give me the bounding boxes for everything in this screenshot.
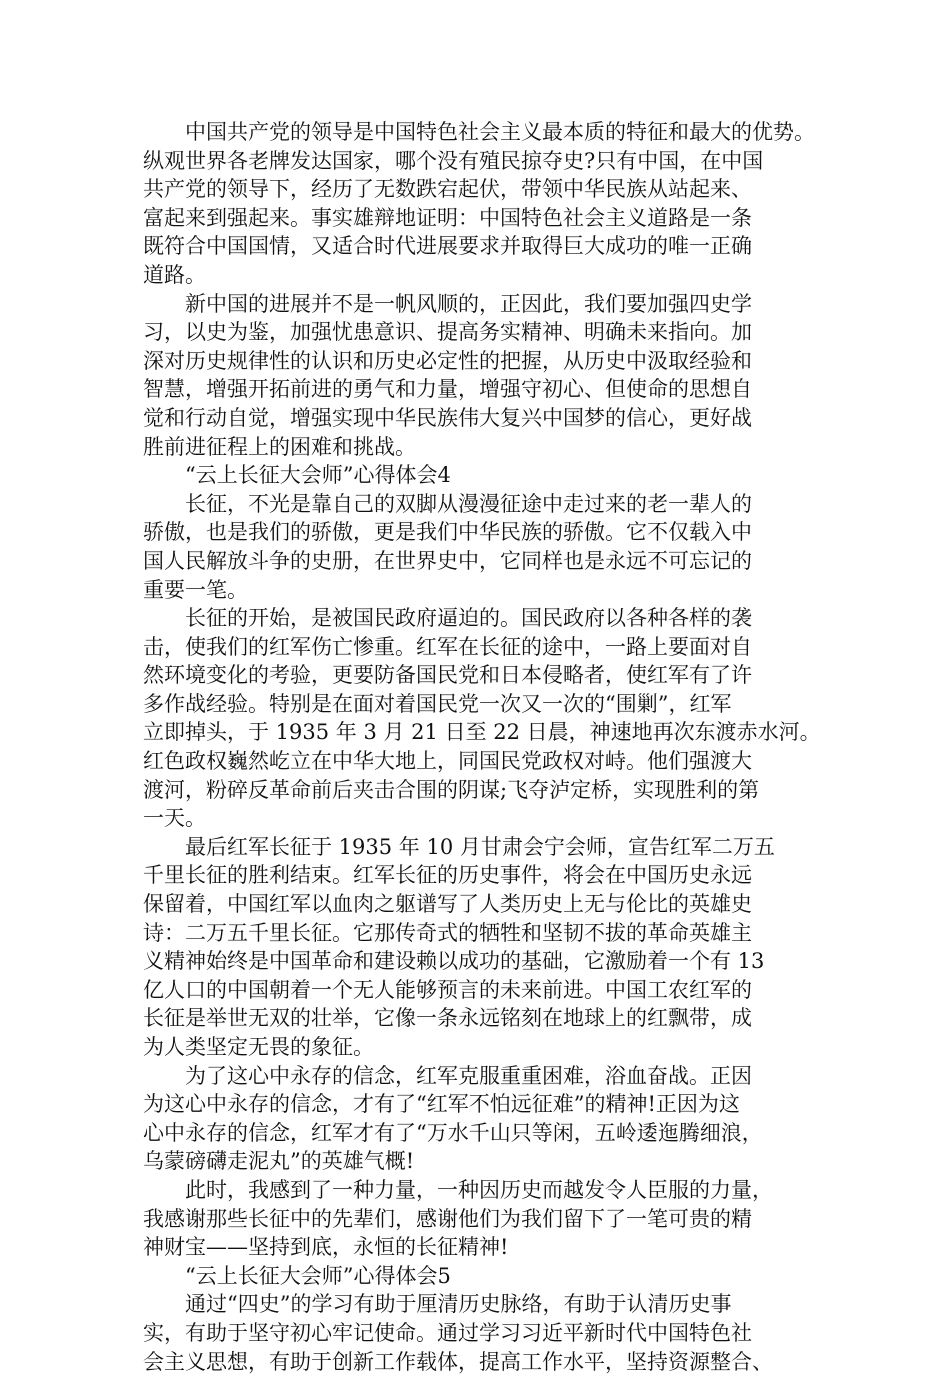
document-body [143, 118, 823, 1376]
text-line: 重要一笔。 [143, 577, 248, 602]
text-line: 既符合中国国情，又适合时代进展要求并取得巨大成功的唯一正确 [143, 234, 752, 259]
text-line: 新中国的进展并不是一帆风顺的，正因此，我们要加强四史学 [143, 291, 752, 316]
text-line: 为了这心中永存的信念，红军克服重重困难，浴血奋战。正因 [143, 1063, 752, 1088]
text-line: 为人类坚定无畏的象征。 [143, 1035, 374, 1059]
text-line: 通过“四史”的学习有助于厘清历史脉络，有助于认清历史事 [143, 1292, 732, 1317]
text-line: 习，以史为鉴，加强忧患意识、提高务实精神、明确未来指向。加 [143, 320, 752, 345]
text-line: 骄傲，也是我们的骄傲，更是我们中华民族的骄傲。它不仅载入中 [143, 520, 752, 545]
text-line: 会主义思想，有助于创新工作载体，提高工作水平，坚持资源整合、 [143, 1349, 773, 1374]
section-heading: “云上长征大会师”心得体会4 [143, 463, 451, 488]
text-line: 为这心中永存的信念，才有了“红军不怕远征难”的精神!正因为这 [143, 1092, 740, 1117]
text-line: 乌蒙磅礴走泥丸”的英雄气概! [143, 1149, 415, 1174]
text-line: 中国共产党的领导是中国特色社会主义最本质的特征和最大的优势。 [143, 120, 815, 144]
text-line: 心中永存的信念，红军才有了“万水千山只等闲，五岭逶迤腾细浪， [143, 1120, 763, 1145]
text-line: 长征，不光是靠自己的双脚从漫漫征途中走过来的老一辈人的 [143, 491, 752, 516]
text-line: 多作战经验。特别是在面对着国民党一次又一次的“围剿”，红军 [143, 691, 732, 716]
text-line: 觉和行动自觉，增强实现中华民族伟大复兴中国梦的信心，更好战 [143, 405, 752, 430]
text-line: 此时，我感到了一种力量，一种因历史而越发令人臣服的力量， [143, 1177, 773, 1202]
text-line: 最后红军长征于 1935 年 10 月甘肃会宁会师，宣告红军二万五 [143, 834, 775, 859]
text-line: 千里长征的胜利结束。红军长征的历史事件，将会在中国历史永远 [143, 863, 752, 888]
section-heading: “云上长征大会师”心得体会5 [143, 1263, 451, 1288]
text-line: 神财宝——坚持到底，永恒的长征精神! [143, 1235, 509, 1260]
text-line: 长征是举世无双的壮举，它像一条永远铭刻在地球上的红飘带，成 [143, 1006, 752, 1031]
text-line: 义精神始终是中国革命和建设赖以成功的基础，它激励着一个有 13 [143, 949, 765, 974]
text-line: 一天。 [143, 806, 206, 831]
text-line: 实，有助于坚守初心牢记使命。通过学习习近平新时代中国特色社 [143, 1320, 752, 1345]
text-line: 胜前进征程上的困难和挑战。 [143, 434, 416, 459]
text-line: 击，使我们的红军伤亡惨重。红军在长征的途中，一路上要面对自 [143, 634, 752, 659]
text-line: 诗：二万五千里长征。它那传奇式的牺牲和坚韧不拔的革命英雄主 [143, 920, 752, 945]
text-line: 道路。 [143, 262, 206, 287]
text-line: 保留着，中国红军以血肉之躯谱写了人类历史上无与伦比的英雄史 [143, 892, 752, 917]
text-line: 深对历史规律性的认识和历史必定性的把握，从历史中汲取经验和 [143, 348, 752, 373]
text-line: 国人民解放斗争的史册，在世界史中，它同样也是永远不可忘记的 [143, 548, 752, 573]
text-line: 纵观世界各老牌发达国家，哪个没有殖民掠夺史?只有中国，在中国 [143, 148, 764, 173]
text-line: 我感谢那些长征中的先辈们，感谢他们为我们留下了一笔可贵的精 [143, 1206, 752, 1231]
text-line: 然环境变化的考验，更要防备国民党和日本侵略者，使红军有了许 [143, 663, 752, 688]
text-line: 渡河，粉碎反革命前后夹击合围的阴谋;飞夺泸定桥，实现胜利的第 [143, 777, 760, 802]
text-line: 智慧，增强开拓前进的勇气和力量，增强守初心、但使命的思想自 [143, 377, 752, 402]
text-line: 立即掉头，于 1935 年 3 月 21 日至 22 日晨，神速地再次东渡赤水河。 [143, 720, 821, 745]
text-line: 长征的开始，是被国民政府逼迫的。国民政府以各种各样的袭 [143, 606, 752, 631]
text-line: 共产党的领导下，经历了无数跌宕起伏，带领中华民族从站起来、 [143, 177, 752, 202]
text-line: 亿人口的中国朝着一个无人能够预言的未来前进。中国工农红军的 [143, 977, 752, 1002]
text-line: 富起来到强起来。事实雄辩地证明：中国特色社会主义道路是一条 [143, 205, 752, 230]
text-line: 红色政权巍然屹立在中华大地上，同国民党政权对峙。他们强渡大 [143, 749, 752, 774]
